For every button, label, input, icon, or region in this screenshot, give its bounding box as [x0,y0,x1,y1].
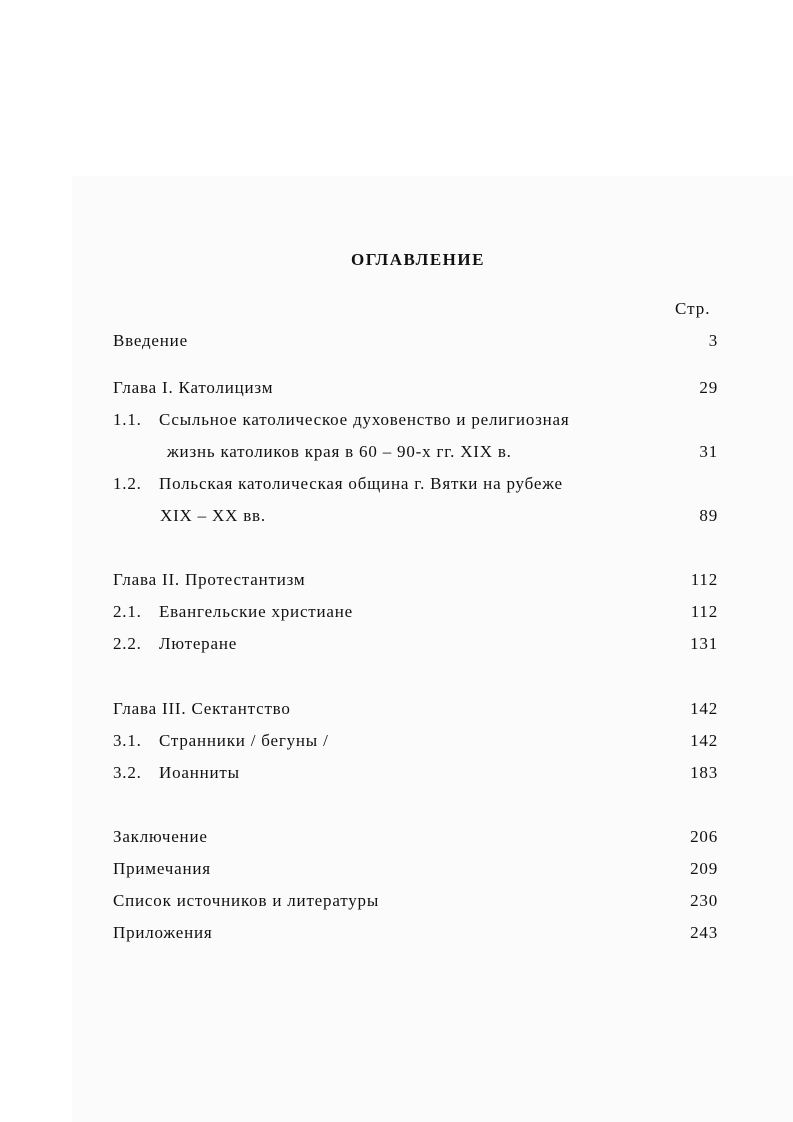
toc-entry-page: 3 [708,331,718,350]
toc-entry-text: Евангельские христиане [159,602,354,621]
toc-entry-section-2-1[interactable] [113,602,718,626]
toc-entry-text: Глава III. Сектантство [113,699,291,718]
toc-entry-text: жизнь католиков края в 60 – 90-х гг. XIX в. [167,442,512,461]
toc-entry-page: 89 [699,506,718,525]
toc-entry-page: 131 [690,634,718,653]
toc-entry-text: Странники / бегуны / [159,731,329,750]
toc-entry-text: Заключение [113,827,208,846]
toc-entry-section-3-2[interactable] [113,763,718,787]
toc-entry-text: Приложения [113,923,213,942]
toc-entry-page: 29 [699,378,718,397]
toc-entry-section-1-1[interactable] [113,410,718,434]
toc-entry-sources[interactable] [113,891,718,915]
toc-entry-page: 206 [690,827,718,846]
toc-entry-chapter-2[interactable] [113,570,718,594]
toc-entry-text: XIX – XX вв. [160,506,266,525]
toc-entry-section-3-1[interactable] [113,731,718,755]
toc-entry-text: Польская католическая община г. Вятки на рубеже [159,474,563,493]
toc-entry-text: Иоанниты [159,763,240,782]
toc-entry-text: Введение [113,331,188,350]
toc-entry-page: 183 [690,763,718,782]
toc-entry-text: Глава I. Католицизм [113,378,274,397]
toc-entry-introduction[interactable] [113,331,718,355]
toc-entry-appendices[interactable] [113,923,718,947]
toc-entry-number: 2.2. [113,634,142,653]
toc-entry-conclusion[interactable] [113,827,718,851]
toc-entry-page: 230 [690,891,718,910]
toc-entry-section-2-2[interactable] [113,634,718,658]
toc-entry-page: 243 [690,923,718,942]
toc-entry-number: 2.1. [113,602,142,621]
toc-entry-text: Список источников и литературы [113,891,380,910]
toc-entry-text: Ссыльное католическое духовенство и религиозная [159,410,570,429]
toc-entry-page: 112 [690,602,718,621]
toc-entry-number: 1.2. [113,474,142,493]
toc-entry-page: 209 [690,859,718,878]
toc-entry-chapter-3[interactable] [113,699,718,723]
page-column-label: Стр. [675,299,711,318]
toc-entry-page: 112 [690,570,718,589]
document-title: ОГЛАВЛЕНИЕ [351,250,485,269]
toc-entry-text: Лютеране [159,634,238,653]
toc-entry-page: 142 [690,731,718,750]
toc-entry-section-1-2[interactable] [113,474,718,498]
toc-entry-number: 3.1. [113,731,142,750]
toc-entry-number: 3.2. [113,763,142,782]
toc-entry-text: Примечания [113,859,211,878]
toc-entry-number: 1.1. [113,410,142,429]
toc-entry-notes[interactable] [113,859,718,883]
toc-entry-section-1-1-cont[interactable] [167,442,718,466]
toc-entry-text: Глава II. Протестантизм [113,570,306,589]
toc-entry-page: 142 [690,699,718,718]
toc-entry-section-1-2-cont[interactable] [160,506,718,530]
toc-entry-chapter-1[interactable] [113,378,718,402]
toc-entry-page: 31 [699,442,718,461]
